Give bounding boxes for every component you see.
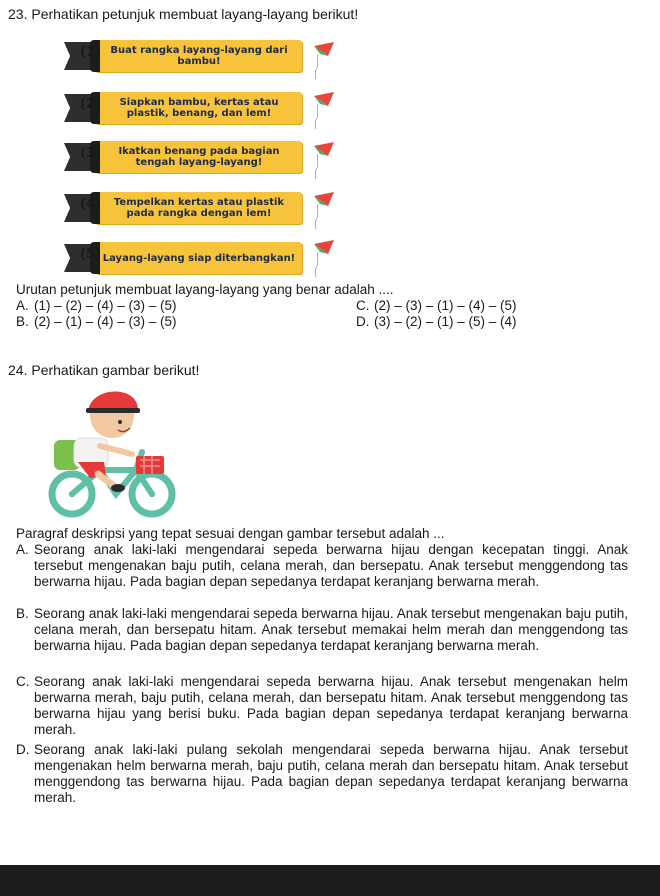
step-number: (2) bbox=[80, 97, 101, 112]
step-4-banner bbox=[64, 192, 304, 224]
answer-option-b[interactable] bbox=[16, 314, 177, 330]
option-label: C. bbox=[356, 298, 370, 313]
step-3-banner bbox=[64, 141, 304, 173]
option-text: Seorang anak laki-laki pulang sekolah mengendarai sepeda berwarna hijau. Anak tersebut mengenakan helm berwarna merah, baju putih, celana merah dan bersepatu hitam. Anak tersebut menggendong tas berwarna hijau. Pada bagian depan sepedanya terdapat keranjang berwarna merah. bbox=[34, 742, 628, 805]
answer-option-d[interactable] bbox=[356, 314, 517, 330]
step-number: (3) bbox=[80, 146, 101, 161]
step-text: Layang-layang siap diterbangkan! bbox=[96, 242, 302, 274]
kite-icon bbox=[310, 40, 336, 80]
option-text: Seorang anak laki-laki mengendarai sepeda berwarna hijau dengan kecepatan tinggi. Anak tersebut mengenakan baju putih, celana merah, dan bersepatu. Anak tersebut menggendong tas berwarna hijau. Pada bagian depan sepedanya terdapat keranjang berwarna merah. bbox=[34, 542, 628, 589]
kite-icon bbox=[310, 90, 336, 130]
step-5-banner bbox=[64, 242, 304, 274]
bottom-bar bbox=[0, 865, 660, 896]
answer-option-b[interactable] bbox=[16, 606, 628, 654]
step-text: Siapkan bambu, kertas atau plastik, benang, dan lem! bbox=[96, 92, 302, 124]
option-label: A. bbox=[16, 298, 29, 313]
boy-riding-bicycle-illustration bbox=[40, 382, 180, 522]
option-label: B. bbox=[16, 606, 29, 621]
option-text: (3) – (2) – (1) – (5) – (4) bbox=[374, 314, 517, 329]
kite-icon bbox=[310, 140, 336, 180]
question-23-title: 23. Perhatikan petunjuk membuat layang-layang berikut! bbox=[8, 6, 359, 22]
option-text: (1) – (2) – (4) – (3) – (5) bbox=[34, 298, 177, 313]
answer-option-a[interactable] bbox=[16, 542, 628, 590]
step-1-banner bbox=[64, 40, 304, 72]
option-text: (2) – (1) – (4) – (3) – (5) bbox=[34, 314, 177, 329]
question-24-prompt: Paragraf deskripsi yang tepat sesuai dengan gambar tersebut adalah ... bbox=[16, 526, 445, 541]
option-label: A. bbox=[16, 542, 29, 557]
step-2-banner bbox=[64, 92, 304, 124]
option-text: Seorang anak laki-laki mengendarai sepeda berwarna hijau. Anak tersebut mengenakan helm berwarna merah, baju putih, celana merah, dan bersepatu hitam. Anak tersebut menggendong tas berwarna hijau yang berisi buku. Pada bagian depan sepedanya terdapat keranjang berwarna merah. bbox=[34, 674, 628, 737]
step-text: Tempelkan kertas atau plastik pada rangka dengan lem! bbox=[96, 192, 302, 224]
option-text: Seorang anak laki-laki mengendarai sepeda berwarna hijau. Anak tersebut mengenakan baju putih, celana merah, dan bersepatu hitam. Anak tersebut memakai helm merah dan menggendong tas berwarna hijau. Pada bagian depan sepedanya terdapat keranjang berwarna merah. bbox=[34, 606, 628, 653]
answer-option-d[interactable] bbox=[16, 742, 628, 806]
answer-option-c[interactable] bbox=[356, 298, 517, 314]
step-number: (5) bbox=[80, 247, 101, 262]
question-23-prompt: Urutan petunjuk membuat layang-layang yang benar adalah .... bbox=[16, 282, 394, 297]
step-text: Ikatkan benang pada bagian tengah layang-layang! bbox=[96, 141, 302, 173]
option-label: C. bbox=[16, 674, 30, 689]
question-24-title: 24. Perhatikan gambar berikut! bbox=[8, 362, 200, 378]
option-label: D. bbox=[16, 742, 30, 757]
option-label: B. bbox=[16, 314, 29, 329]
step-number: (1) bbox=[80, 45, 101, 60]
option-label: D. bbox=[356, 314, 370, 329]
kite-icon bbox=[310, 190, 336, 230]
kite-icon bbox=[310, 238, 336, 278]
answer-option-c[interactable] bbox=[16, 674, 628, 738]
answer-option-a[interactable] bbox=[16, 298, 177, 314]
option-text: (2) – (3) – (1) – (4) – (5) bbox=[374, 298, 517, 313]
step-number: (4) bbox=[80, 197, 101, 212]
step-text: Buat rangka layang-layang dari bambu! bbox=[96, 40, 302, 72]
